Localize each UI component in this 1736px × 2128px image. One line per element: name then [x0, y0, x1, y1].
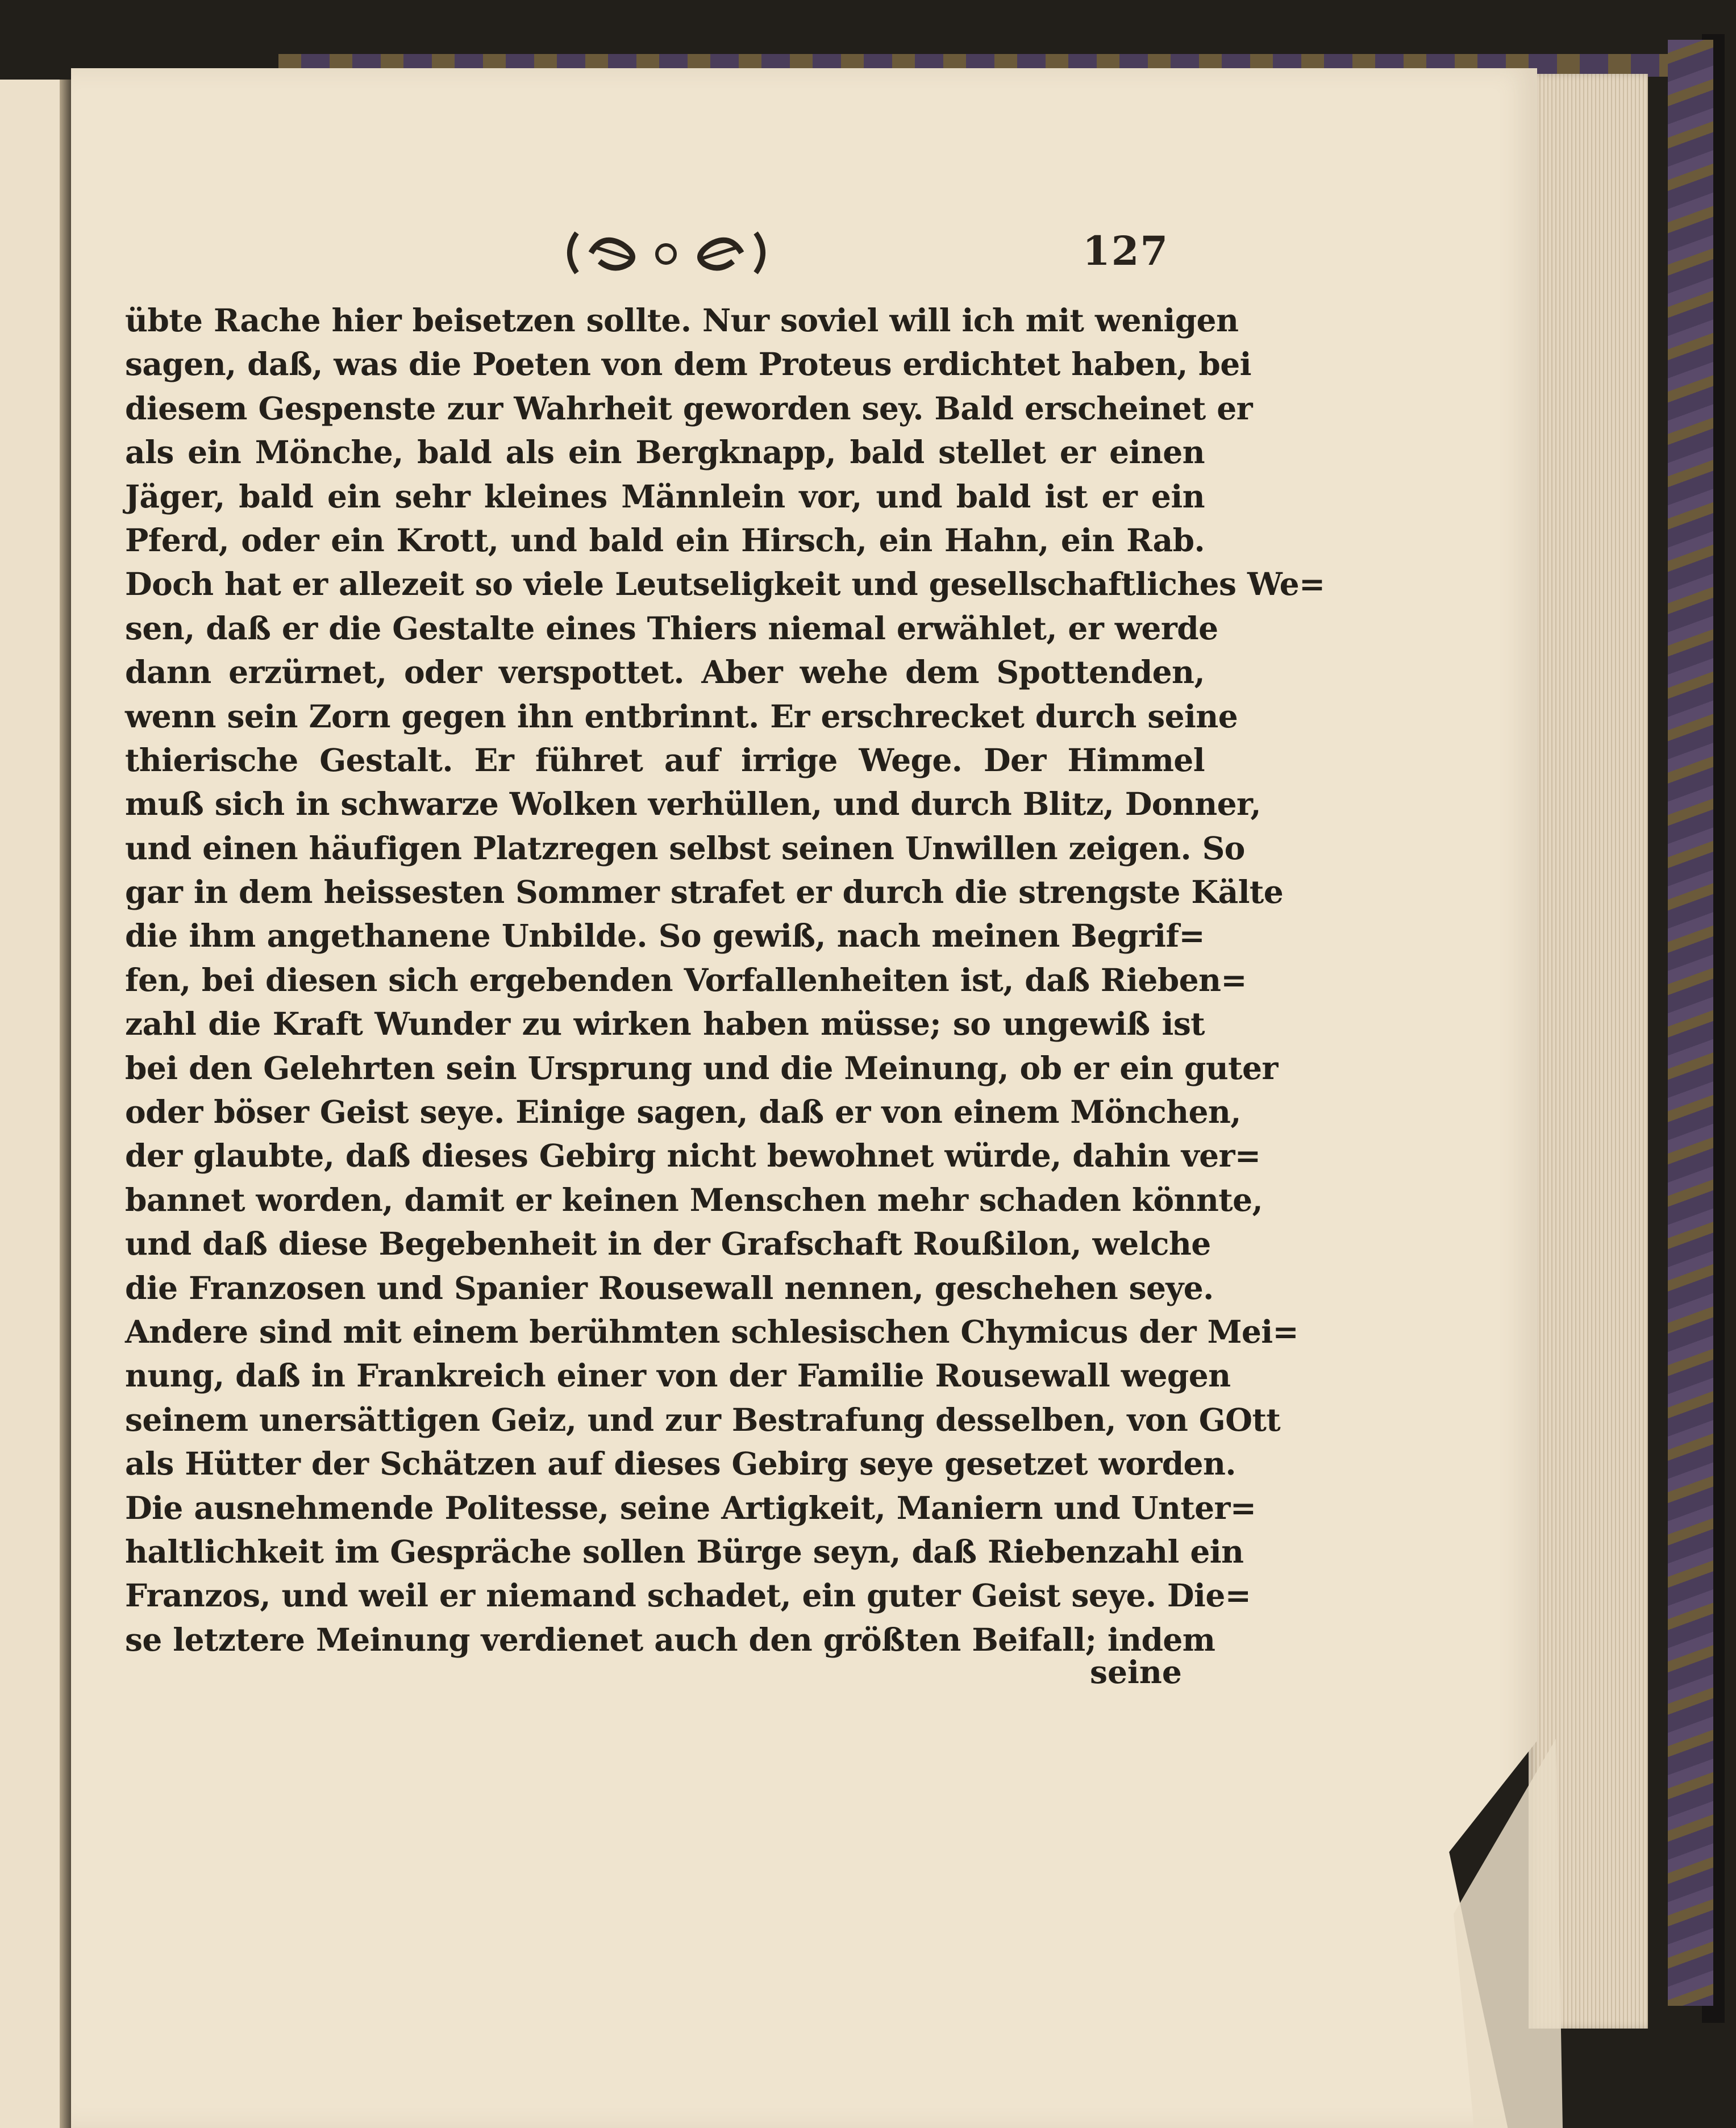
text-line: als ein Mönche, bald als ein Bergknapp, bald stellet er einen	[125, 434, 1205, 471]
text-line: fen, bei diesen sich ergebenden Vorfallenheiten ist, daß Rieben=	[125, 961, 1247, 998]
text-line: se letztere Meinung verdienet auch den größten Beifall; indem	[125, 1621, 1215, 1658]
text-line: oder böser Geist seye. Einige sagen, daß er von einem Mönchen,	[125, 1093, 1241, 1131]
header-ornament-icon	[560, 224, 773, 281]
text-line: diesem Gespenste zur Wahrheit geworden sey. Bald erscheinet er	[125, 389, 1253, 427]
text-line: nung, daß in Frankreich einer von der Familie Rousewall wegen	[125, 1357, 1231, 1394]
text-line: haltlichkeit im Gespräche sollen Bürge seyn, daß Riebenzahl ein	[125, 1533, 1244, 1570]
text-line: sagen, daß, was die Poeten von dem Proteus erdichtet haben, bei	[125, 345, 1251, 383]
body-text	[125, 298, 1325, 1661]
text-line: als Hütter der Schätzen auf dieses Gebirg seye gesetzet worden.	[125, 1445, 1236, 1482]
text-line: Jäger, bald ein sehr kleines Männlein vor, und bald ist er ein	[125, 477, 1205, 515]
text-line: Franzos, und weil er niemand schadet, ein guter Geist seye. Die=	[125, 1577, 1251, 1614]
text-line: seinem unersättigen Geiz, und zur Bestrafung desselben, von GOtt	[125, 1401, 1281, 1438]
text-line: übte Rache hier beisetzen sollte. Nur soviel will ich mit wenigen	[125, 302, 1239, 339]
marbled-cover	[1668, 40, 1713, 2006]
text-line: die ihm angethanene Unbilde. So gewiß, nach meinen Begrif=	[125, 917, 1205, 955]
text-line: wenn sein Zorn gegen ihn entbrinnt. Er erschrecket durch seine	[125, 697, 1238, 735]
text-line: dann erzürnet, oder verspottet. Aber wehe dem Spottenden,	[125, 653, 1205, 691]
text-line: bei den Gelehrten sein Ursprung und die Meinung, ob er ein guter	[125, 1049, 1278, 1086]
text-line: und daß diese Begebenheit in der Grafschaft Roußilon, welche	[125, 1225, 1211, 1263]
page-number: 127	[1083, 227, 1169, 274]
text-line: sen, daß er die Gestalte eines Thiers niemal erwählet, er werde	[125, 609, 1218, 647]
text-line: zahl die Kraft Wunder zu wirken haben müsse; so ungewiß ist	[125, 1005, 1205, 1043]
text-line: Doch hat er allezeit so viele Leutseligkeit und gesellschaftliches We=	[125, 565, 1325, 603]
text-line: und einen häufigen Platzregen selbst seinen Unwillen zeigen. So	[125, 829, 1245, 867]
text-line: muß sich in schwarze Wolken verhüllen, und durch Blitz, Donner,	[125, 785, 1261, 823]
text-line: gar in dem heissesten Sommer strafet er durch die strengste Kälte	[125, 873, 1284, 911]
text-line: Die ausnehmende Politesse, seine Artigkeit, Maniern und Unter=	[125, 1489, 1256, 1526]
text-line: Pferd, oder ein Krott, und bald ein Hirsch, ein Hahn, ein Rab.	[125, 521, 1205, 559]
page-stack-edges	[1529, 74, 1648, 2029]
catchword: seine	[1090, 1654, 1182, 1690]
text-line: der glaubte, daß dieses Gebirg nicht bewohnet würde, dahin ver=	[125, 1137, 1261, 1175]
text-line: Andere sind mit einem berühmten schlesischen Chymicus der Mei=	[125, 1313, 1299, 1350]
text-line: die Franzosen und Spanier Rousewall nennen, geschehen seye.	[125, 1269, 1214, 1306]
text-line: bannet worden, damit er keinen Menschen mehr schaden könnte,	[125, 1181, 1263, 1218]
text-line: thierische Gestalt. Er führet auf irrige Wege. Der Himmel	[125, 741, 1205, 778]
